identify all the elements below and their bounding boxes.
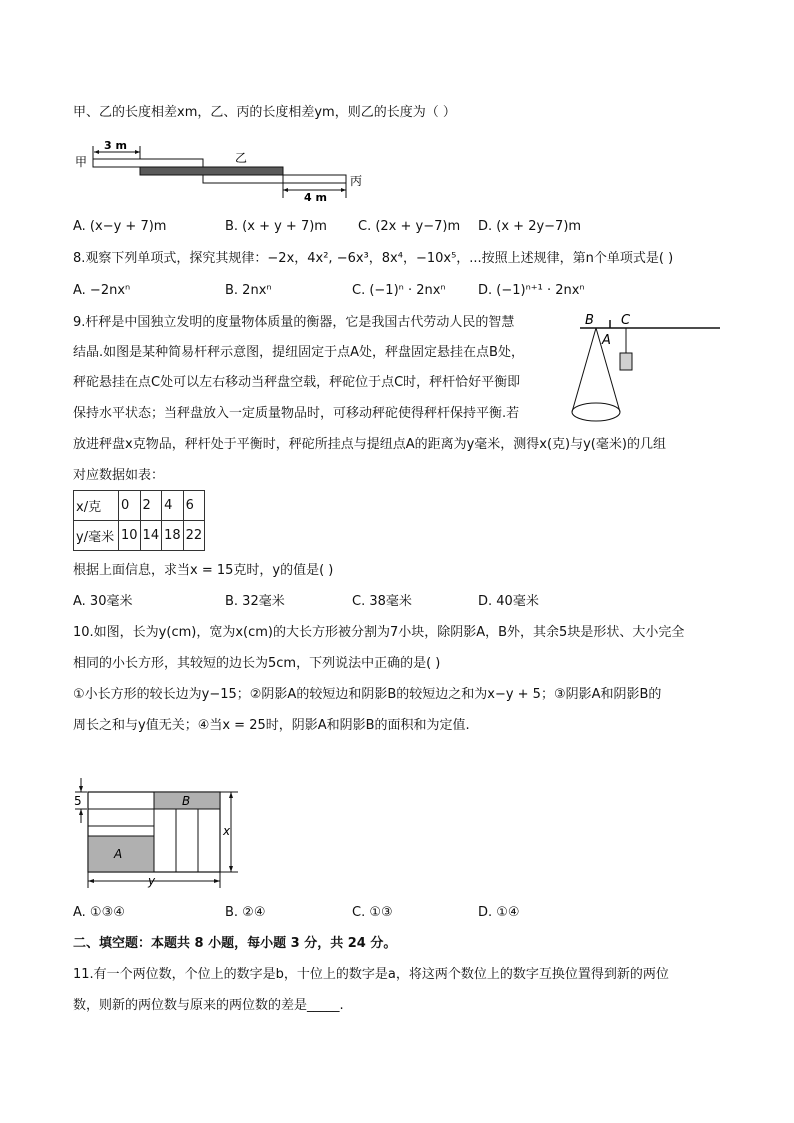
q7-option-b[interactable]: B. (x + y + 7)m [225, 219, 327, 234]
table-cell: 6 [183, 491, 205, 521]
q7-dim-bottom-arrow-right [341, 188, 346, 192]
q10-label-5: 5 [74, 794, 82, 808]
q9-data-table [73, 490, 205, 551]
q9-line-3: 秤砣悬挂在点C处可以左右移动当秤盘空载，秤砣位于点C时，秤杆恰好平衡即 [73, 375, 521, 390]
q9-line-4: 保持水平状态；当秤盘放入一定质量物品时，可移动秤砣使得秤杆保持平衡.若 [73, 406, 520, 421]
q7-dim-bottom-arrow-left [283, 188, 288, 192]
q9-option-b[interactable]: B. 32毫米 [225, 594, 285, 609]
q7-option-a[interactable]: A. (x−y + 7)m [73, 219, 167, 234]
section-heading-fill-in: 二、填空题：本题共 8 小题，每小题 3 分，共 24 分。 [73, 936, 397, 951]
q9-line-2: 结晶.如图是某种简易杆秤示意图，提纽固定于点A处，秤盘固定悬挂在点B处， [73, 345, 524, 360]
q10-label-y: y [148, 874, 156, 888]
table-cell: 14 [140, 521, 162, 551]
q9-label-b: B [585, 313, 594, 328]
q9-question: 根据上面信息，求当x = 15克时，y的值是( ) [73, 563, 334, 578]
table-cell: 22 [183, 521, 205, 551]
q10-line-1: 10.如图，长为y(cm)，宽为x(cm)的大长方形被分割为7小块，除阴影A，B外，其余5块是形状、大小完全 [73, 625, 685, 640]
table-cell: 2 [140, 491, 162, 521]
q9-option-d[interactable]: D. 40毫米 [478, 594, 539, 609]
q10-y-arrow-right [214, 879, 220, 883]
q9-line-5: 放进秤盘x克物品，秤杆处于平衡时，秤砣所挂点与提纽点A的距离为y毫米，测得x(克)与y(毫米)的几组 [73, 437, 666, 452]
q10-line-2: 相同的小长方形，其较短的边长为5cm，下列说法中正确的是( ) [73, 656, 441, 671]
table-cell: x/克 [74, 491, 119, 521]
q7-label-jia: 甲 [75, 155, 88, 169]
q7-label-bing: 丙 [350, 174, 363, 188]
q9-option-c[interactable]: C. 38毫米 [352, 594, 412, 609]
table-cell: 18 [162, 521, 184, 551]
q7-dim-top-arrow-left [94, 150, 99, 154]
q7-stem: 甲、乙的长度相差xm，乙、丙的长度相差ym，则乙的长度为（ ） [73, 105, 456, 120]
q7-label-yi: 乙 [235, 151, 248, 165]
q9-steelyard-figure [566, 308, 726, 428]
q9-weight [620, 353, 632, 370]
q10-y-arrow-left [88, 879, 94, 883]
q8-option-c[interactable]: C. (−1)ⁿ · 2nxⁿ [352, 283, 446, 298]
q11-line-1: 11.有一个两位数，个位上的数字是b，十位上的数字是a，将这两个数位上的数字互换位置得到新的两位 [73, 967, 669, 982]
q10-x-arrow-top [229, 792, 233, 798]
q10-dim5-arrow-bottom [79, 809, 83, 815]
q10-option-a[interactable]: A. ①③④ [73, 905, 125, 920]
q10-line-3: ①小长方形的较长边为y−15；②阴影A的较短边和阴影B的较短边之和为x−y + 5；③阴影A和阴影B的 [73, 687, 662, 702]
q7-bar-jia [93, 159, 203, 167]
q10-label-b: B [182, 794, 191, 808]
q10-option-b[interactable]: B. ②④ [225, 905, 266, 920]
q7-dim-bottom: 4 m [304, 191, 327, 204]
table-cell: 0 [119, 491, 141, 521]
q11-line-2: 数，则新的两位数与原来的两位数的差是_____. [73, 998, 344, 1013]
table-row [74, 491, 205, 521]
q7-bar-bing [203, 175, 346, 183]
table-cell: y/毫米 [74, 521, 119, 551]
q8-option-b[interactable]: B. 2nxⁿ [225, 283, 272, 298]
table-cell: 10 [119, 521, 141, 551]
q7-figure [70, 136, 370, 204]
q10-option-c[interactable]: C. ①③ [352, 905, 393, 920]
q7-option-c[interactable]: C. (2x + y−7)m [358, 219, 461, 234]
table-row [74, 521, 205, 551]
q8-option-d[interactable]: D. (−1)ⁿ⁺¹ · 2nxⁿ [478, 283, 585, 298]
q10-rectangle-figure [70, 776, 250, 891]
q7-dim-top-arrow-right [135, 150, 140, 154]
q8-option-a[interactable]: A. −2nxⁿ [73, 283, 131, 298]
q10-line-4: 周长之和与y值无关；④当x = 25时，阴影A和阴影B的面积和为定值. [73, 718, 470, 733]
q7-bar-yi [140, 167, 283, 175]
q7-dim-top: 3 m [104, 139, 127, 152]
q10-label-x: x [223, 824, 231, 838]
q10-dim5-arrow-top [79, 786, 83, 792]
q9-line-6: 对应数据如表： [73, 468, 165, 483]
q9-label-a: A [602, 333, 611, 348]
q9-label-c: C [621, 313, 631, 328]
q10-label-a: A [114, 847, 123, 861]
q10-option-d[interactable]: D. ①④ [478, 905, 520, 920]
table-cell: 4 [162, 491, 184, 521]
q8-stem: 8.观察下列单项式，探究其规律：−2x，4x², −6x³，8x⁴，−10x⁵，...按照上述规律，第n个单项式是( ) [73, 251, 674, 266]
q10-x-arrow-bottom [229, 866, 233, 872]
q7-option-d[interactable]: D. (x + 2y−7)m [478, 219, 582, 234]
q9-line-1: 9.杆秤是中国独立发明的度量物体质量的衡器，它是我国古代劳动人民的智慧 [73, 315, 515, 330]
q9-pan [572, 403, 620, 421]
q9-option-a[interactable]: A. 30毫米 [73, 594, 133, 609]
q9-pan-string-left [572, 328, 596, 412]
